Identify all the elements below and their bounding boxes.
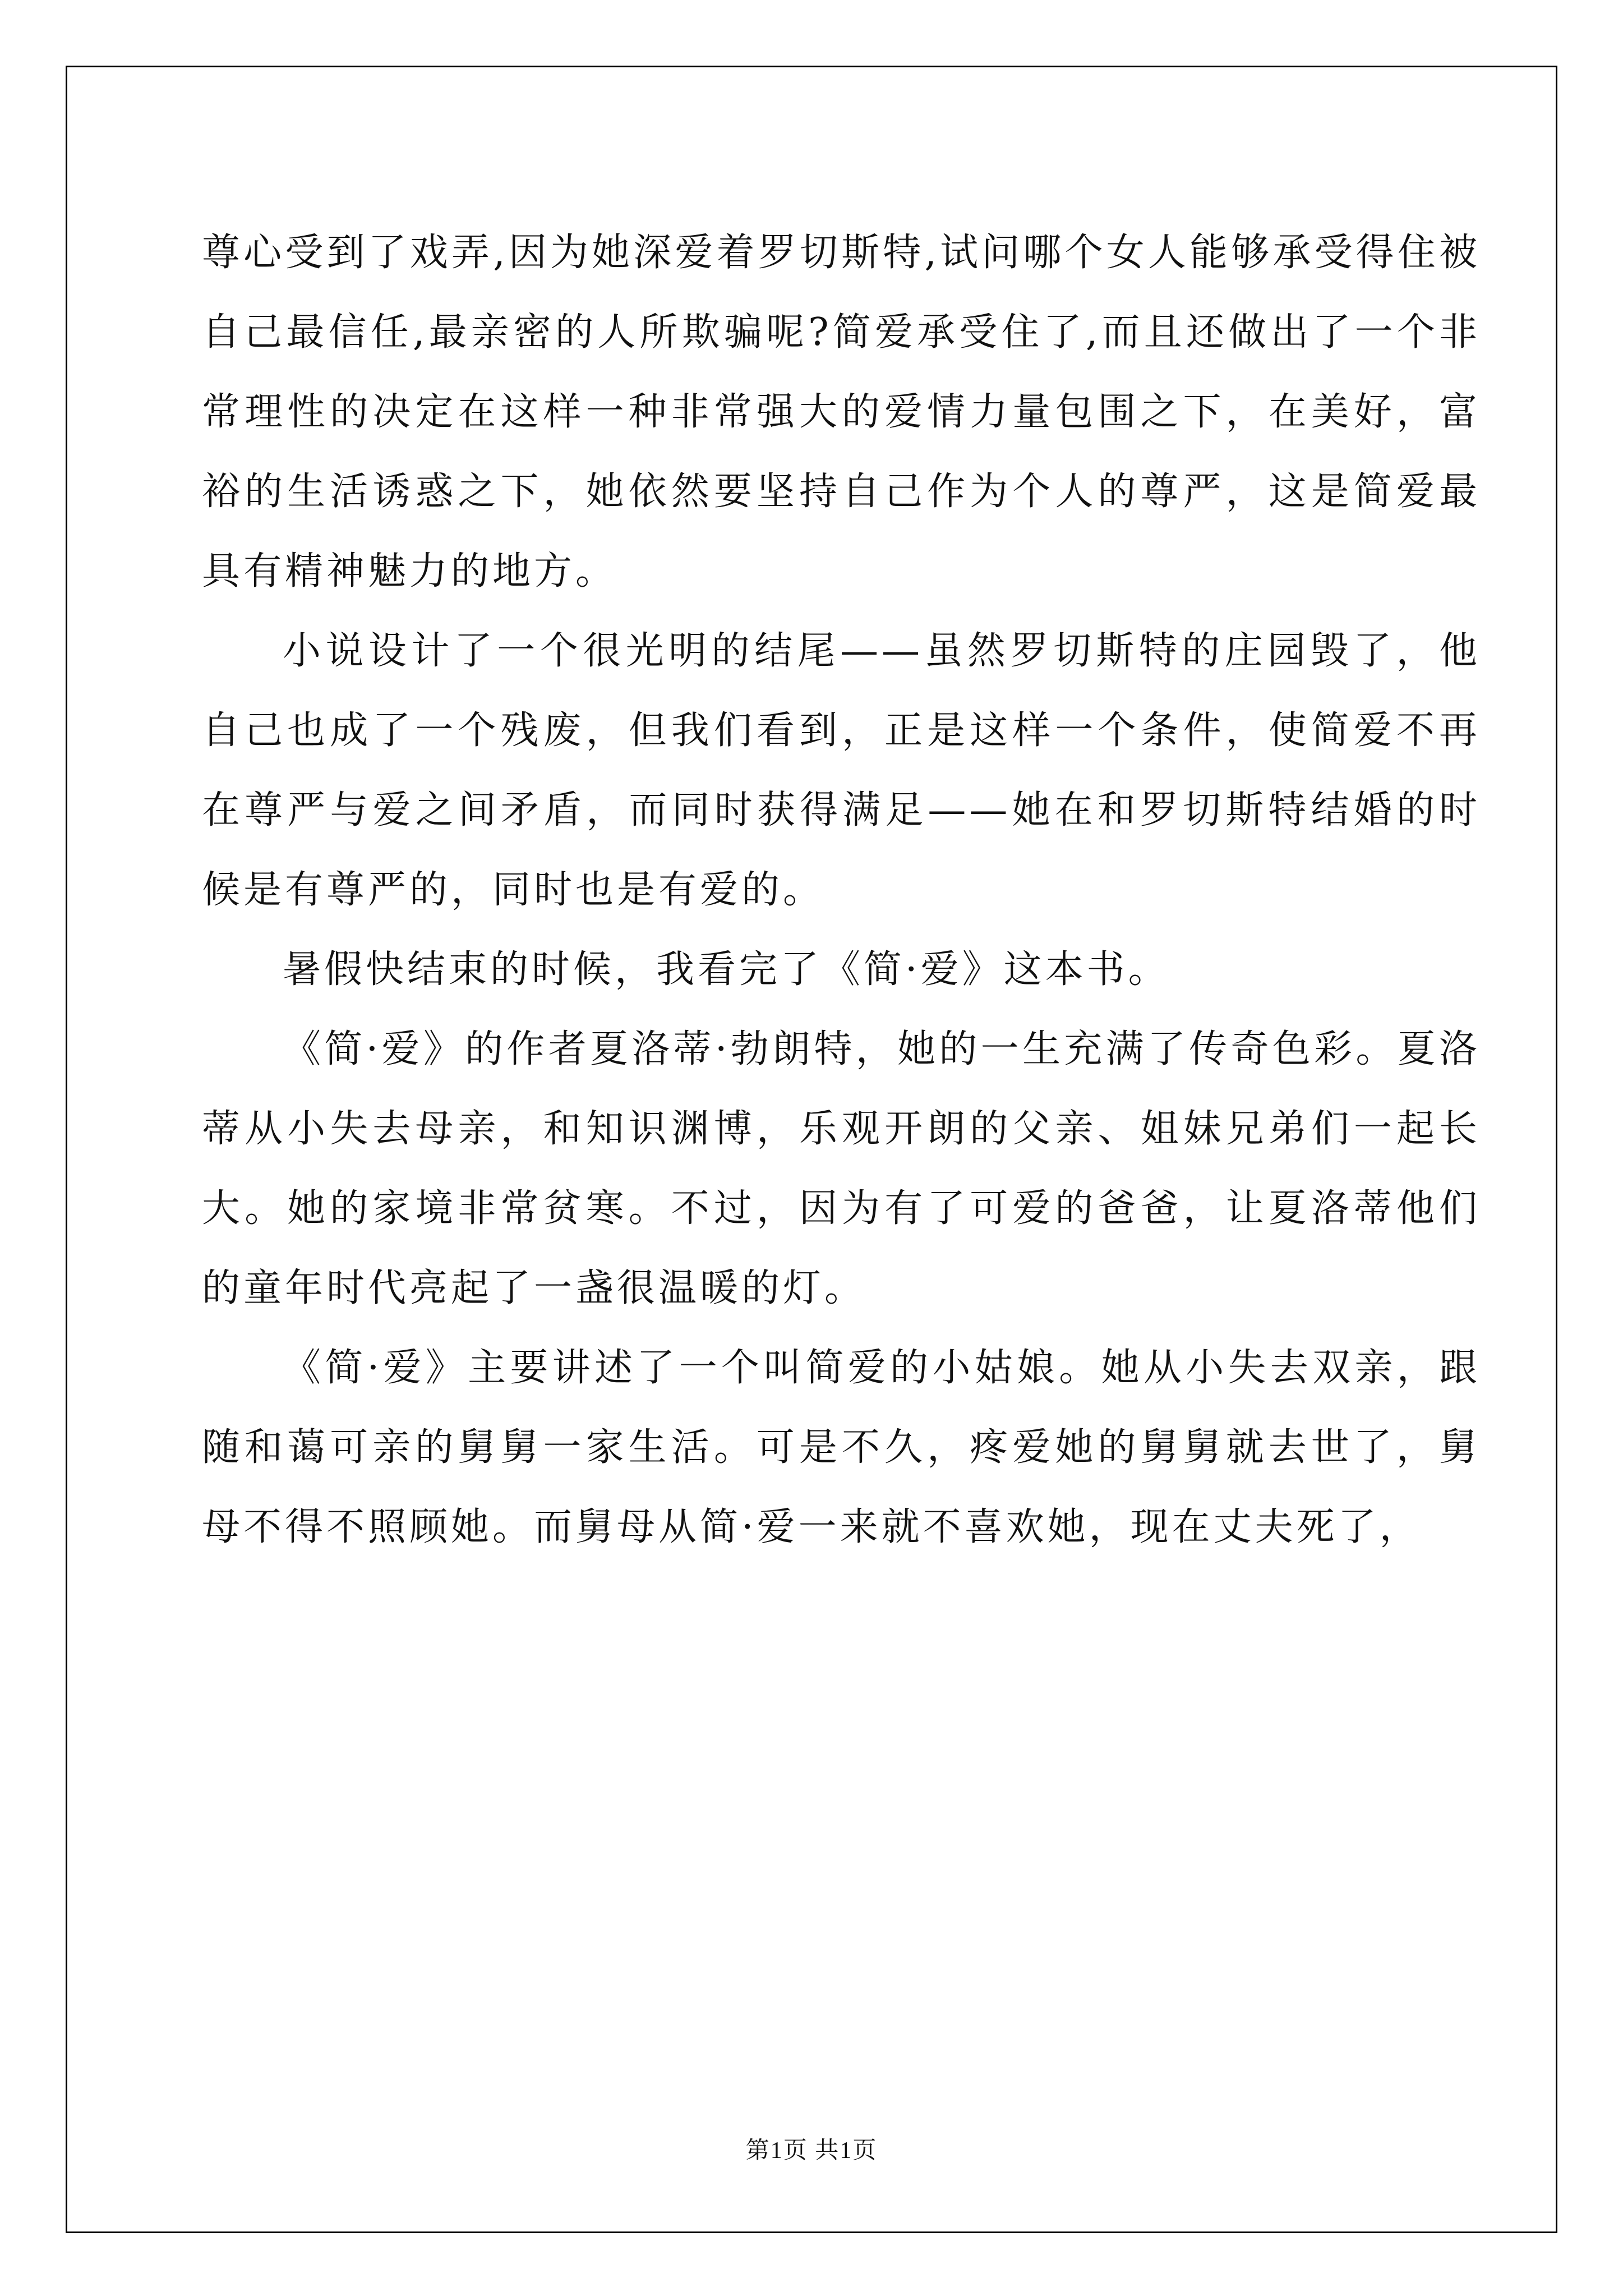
paragraph-4: 《简·爱》的作者夏洛蒂·勃朗特，她的一生充满了传奇色彩。夏洛蒂从小失去母亲，和知识渊博，乐观开朗的父亲、姐妹兄弟们一起长大。她的家境非常贫寒。不过，因为有了可爱的爸爸，让夏洛蒂他们的童年时代亮起了一盏很温暖的灯。 xyxy=(202,1027,1481,1310)
paragraph-5: 《简·爱》主要讲述了一个叫简爱的小姑娘。她从小失去双亲，跟随和蔼可亲的舅舅一家生活。可是不久，疼爱她的舅舅就去世了，舅母不得不照顾她。而舅母从简·爱一来就不喜欢她，现在丈夫死了， xyxy=(202,1346,1481,1549)
paragraph-1: 尊心受到了戏弄,因为她深爱着罗切斯特,试问哪个女人能够承受得住被自己最信任,最亲密的人所欺骗呢?简爱承受住了,而且还做出了一个非常理性的决定在这样一种非常强大的爱情力量包围之下，在美好，富裕的生活诱惑之下，她依然要坚持自己作为个人的尊严，这是简爱最具有精神魅力的地方。 xyxy=(202,231,1481,593)
document-body xyxy=(202,213,1481,1567)
paragraph-3: 暑假快结束的时候，我看完了《简·爱》这本书。 xyxy=(283,947,1170,992)
page-footer: 第1页 共1页 xyxy=(745,2138,878,2164)
paragraph-2: 小说设计了一个很光明的结尾——虽然罗切斯特的庄园毁了，他自己也成了一个残废，但我们看到，正是这样一个条件，使简爱不再在尊严与爱之间矛盾，而同时获得满足——她在和罗切斯特结婚的时候是有尊严的，同时也是有爱的。 xyxy=(202,629,1481,912)
